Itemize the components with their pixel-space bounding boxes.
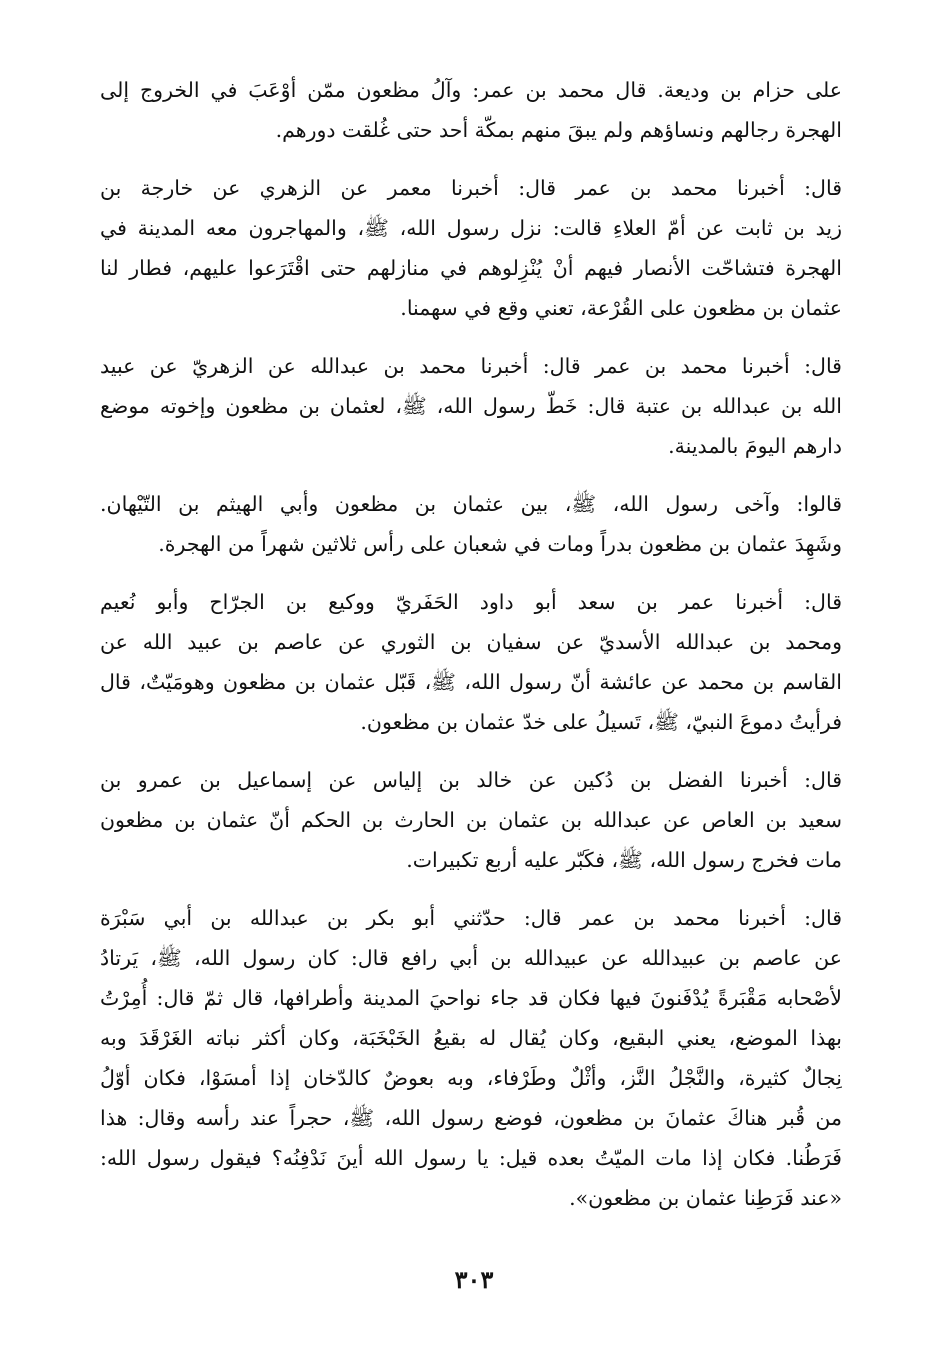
text-line: على حزام بن وديعة. قال محمد بن عمر: وآلُ مظعون ممّن أوْعَبَ في الخروج إلى	[100, 78, 842, 102]
text-line: قال: أخبرنا الفضل بن دُكين عن خالد بن إلياس عن إسماعيل بن عمرو بن	[100, 768, 842, 792]
page-number: ٣٠٣	[454, 1265, 494, 1294]
text-line: وشَهِدَ عثمان بن مظعون بدراً ومات في شعبان على رأس ثلاثين شهراً من الهجرة.	[158, 532, 842, 556]
text-line: ومحمد بن عبدالله الأسديّ عن سفيان بن الثوري عن عاصم بن عبيد الله عن	[100, 630, 842, 654]
text-line: القاسم بن محمد عن عائشة أنّ رسول الله، ﷺ، قَبّل عثمان بن مظعون وهومَيّتٌ، قال	[100, 670, 842, 694]
text-line: لأصْحابه مَقْبَرةً يُدْفَنونَ فيها فكان قد جاء نواحيَ المدينة وأطرافها، قال ثمّ قال: أُمِرْتُ	[100, 986, 842, 1010]
book-page-body	[100, 70, 842, 1360]
text-line: الهجرة فتشاحّت الأنصار فيهم أنْ يُنْزِلوهم في منازلهم حتى اقْتَرَعوا عليهم، فطار لنا	[100, 256, 842, 280]
text-line: قال: أخبرنا محمد بن عمر قال: حدّثني أبو بكر بن عبدالله بن أبي سَبْرَة	[100, 906, 842, 930]
paragraph-4	[100, 484, 842, 564]
text-line: قال: أخبرنا عمر بن سعد أبو داود الحَفَريّ ووكيع بن الجرّاح وأبو نُعيم	[100, 590, 842, 614]
text-line: زيد بن ثابت عن أمّ العلاءِ قالت: نزل رسول الله، ﷺ، والمهاجرون معه المدينة في	[100, 216, 842, 240]
text-line: دارهم اليومَ بالمدينة.	[668, 434, 842, 458]
text-line: الله بن عبدالله بن عتبة قال: خَطّ رسول الله، ﷺ، لعثمان بن مظعون وإخوته موضع	[100, 394, 842, 418]
paragraph-1	[100, 70, 842, 150]
paragraph-5	[100, 582, 842, 742]
text-line: عثمان بن مظعون على القُرْعة، تعني وقع في سهمنا.	[400, 296, 842, 320]
text-line: بهذا الموضع، يعني البقيع، وكان يُقال له بقيعُ الخَبْخَبَة، وكان أكثر نباته الغَرْقَدَ وبه	[100, 1026, 842, 1050]
text-line: قال: أخبرنا محمد بن عمر قال: أخبرنا معمر عن الزهري عن خارجة بن	[100, 176, 842, 200]
text-line: نِجالٌ كثيرة، والنَّجْلُ النَّز، وأثْلٌ وطَرْفاء، وبه بعوضٌ كالدّخان إذا أمسَوْا، فكان أوّلُ	[100, 1066, 842, 1090]
text-line: من قُبر هناكَ عثمانَ بن مظعون، فوضع رسول الله، ﷺ، حجراً عند رأسه وقال: هذا	[100, 1106, 842, 1130]
paragraph-3	[100, 346, 842, 466]
paragraph-6	[100, 760, 842, 880]
text-line: مات فخرج رسول الله، ﷺ، فكَبّر عليه أربع تكبيرات.	[406, 848, 842, 872]
text-line: الهجرة رجالهم ونساؤهم ولم يبقَ منهم بمكّة أحد حتى غُلقت دورهم.	[275, 118, 842, 142]
paragraph-2	[100, 168, 842, 328]
text-line: فَرَطُنا. فكان إذا مات الميّتُ بعده قيل: يا رسول الله أينَ نَدْفِنُه؟ فيقول رسول الله:	[100, 1146, 842, 1170]
text-line: «عند فَرَطِنا عثمان بن مظعون».	[569, 1186, 842, 1210]
paragraph-7	[100, 898, 842, 1218]
text-line: عن عاصم بن عبيدالله عن عبيدالله بن أبي رافع قال: كان رسول الله، ﷺ، يَرتادُ	[100, 946, 842, 970]
text-line: سعيد بن العاص عن عبدالله بن عثمان بن الحارث بن الحكم أنّ عثمان بن مظعون	[100, 808, 842, 832]
text-line: قالوا: وآخى رسول الله، ﷺ، بين عثمان بن مظعون وأبي الهيثم بن التّيْهان.	[100, 492, 842, 516]
text-line: فرأيتُ دموعَ النبيّ، ﷺ، تَسيلُ على خدّ عثمان بن مظعون.	[360, 710, 842, 734]
text-line: قال: أخبرنا محمد بن عمر قال: أخبرنا محمد بن عبدالله عن الزهريّ عن عبيد	[100, 354, 842, 378]
